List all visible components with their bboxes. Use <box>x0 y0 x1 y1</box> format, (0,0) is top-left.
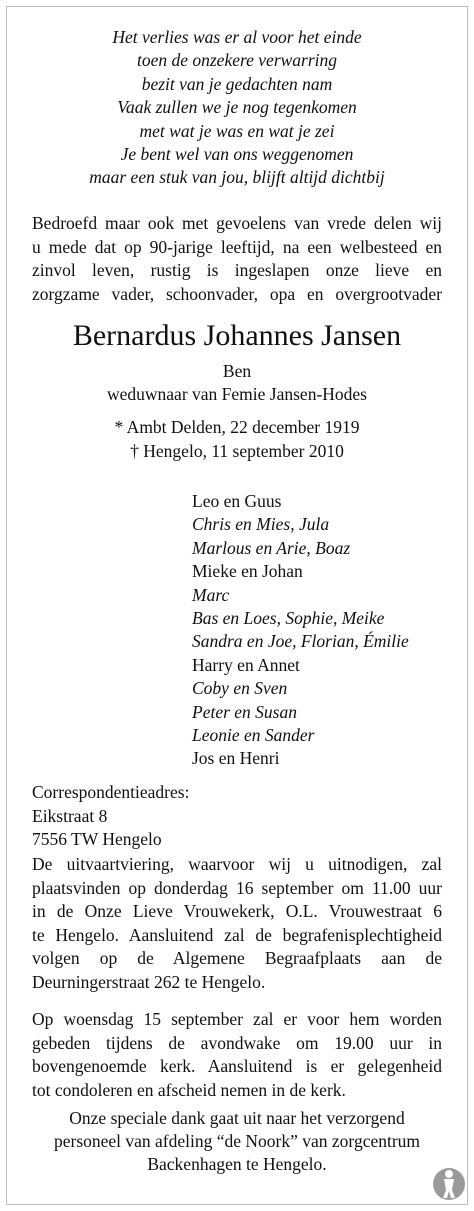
family-member: Chris en Mies, Jula <box>192 514 330 535</box>
family-member: Marc <box>192 584 230 605</box>
family-member: Harry en Annet <box>192 654 300 675</box>
funeral-line: plaatsvinden op donderdag 16 september om 11.00 uur <box>32 877 442 898</box>
memorial-figure-icon <box>432 1164 466 1204</box>
poem-line: Vaak zullen we je nog tegenkomen <box>117 97 357 118</box>
correspondence-label: Correspondentieadres: <box>32 782 190 802</box>
funeral-paragraph <box>32 853 442 994</box>
family-member: Leonie en Sander <box>192 725 315 746</box>
funeral-line: te Hengelo. Aansluitend zal de begrafenisplechtigheid <box>32 924 442 945</box>
intro-line: Bedroefd maar ook met gevoelens van vrede delen wij <box>32 213 442 233</box>
death-line <box>0 440 474 463</box>
wake-paragraph <box>32 1008 442 1102</box>
deceased-name: Bernardus Johannes Jansen <box>72 319 402 352</box>
family-member: Mieke en Johan <box>192 561 303 582</box>
family-member: Bas en Loes, Sophie, Meike <box>192 608 385 629</box>
family-member: Coby en Sven <box>192 678 288 699</box>
correspondence-address <box>32 781 442 852</box>
wake-line: tot condoleren en afscheid nemen in de kerk. <box>32 1079 346 1100</box>
funeral-line: volgen op de Algemene Begraafplaats aan de <box>32 948 442 968</box>
wake-line: bovengenoemde kerk. Aansluitend is er gelegenheid <box>32 1056 442 1076</box>
family-member: Jos en Henri <box>192 748 280 769</box>
funeral-line: in de Onze Lieve Vrouwekerk, O.L. Vrouwestraat 6 <box>32 901 442 921</box>
family-member: Sandra en Joe, Florian, Émilie <box>192 631 409 652</box>
wake-line: gebeden tijdens de avondwake om 19.00 uur in <box>32 1032 442 1053</box>
funeral-line: De uitvaartviering, waarvoor wij u uitnodigen, zal <box>32 854 442 874</box>
birth-line: * Ambt Delden, 22 december 1919 <box>114 417 360 437</box>
cross-icon: † <box>130 441 139 461</box>
thanks-line: Onze speciale dank gaat uit naar het verzorgend <box>69 1108 405 1128</box>
family-member: Marlous en Arie, Boaz <box>192 537 351 558</box>
address-city: 7556 TW Hengelo <box>32 829 162 849</box>
spouse-line: weduwnaar van Femie Jansen-Hodes <box>107 384 367 404</box>
family-member: Leo en Guus <box>192 491 282 511</box>
poem-line: maar een stuk van jou, blijft altijd dichtbij <box>89 167 385 188</box>
intro-line: u mede dat op 90-jarige leeftijd, na een welbesteed en <box>32 236 442 257</box>
wake-line: Op woensdag 15 september zal er voor hem worden <box>32 1009 442 1029</box>
thanks-line: personeel van afdeling “de Noork” van zorgcentrum <box>53 1131 421 1151</box>
poem-line: toen de onzekere verwarring <box>136 50 338 71</box>
poem-line: Het verlies was er al voor het einde <box>112 27 362 47</box>
poem-line: bezit van je gedachten nam <box>141 73 333 94</box>
family-member: Peter en Susan <box>192 701 297 722</box>
thanks-paragraph <box>0 1107 474 1176</box>
intro-line: zorgzame vader, schoonvader, opa en overgrootvader <box>32 283 442 304</box>
address-street: Eikstraat 8 <box>32 805 108 826</box>
deceased-nickname: Ben <box>222 361 252 381</box>
intro-line: zinvol leven, rustig is ingeslapen onze lieve en <box>32 260 442 280</box>
family-list <box>192 490 409 771</box>
intro-paragraph <box>32 212 442 306</box>
funeral-line: Deurningerstraat 262 te Hengelo. <box>32 971 266 992</box>
poem-line: Je bent wel van ons weggenomen <box>120 144 354 165</box>
poem-line: met wat je was en wat je zei <box>139 120 335 141</box>
death-date: Hengelo, 11 september 2010 <box>143 441 344 461</box>
poem <box>0 26 474 190</box>
thanks-line: Backenhagen te Hengelo. <box>147 1154 327 1174</box>
